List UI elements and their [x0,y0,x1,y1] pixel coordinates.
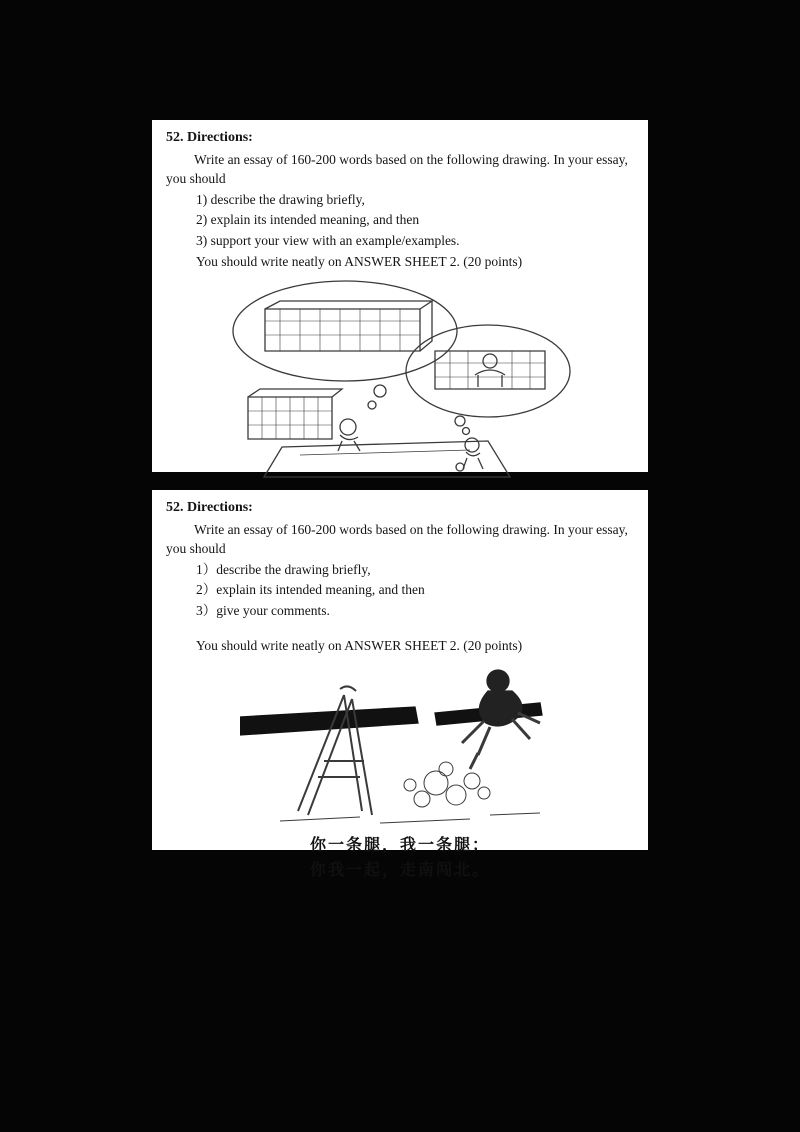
directions-item: 1）describe the drawing briefly, [196,562,371,578]
directions-item-list [166,560,634,619]
directions-intro: Write an essay of 160-200 words based on the following drawing. In your essay, you should [166,521,628,557]
directions-item: 3）give your comments. [196,602,330,618]
football-dream-drawing [166,279,634,484]
directions-item: 2）explain its intended meaning, and then [196,582,425,598]
crutches-leap-drawing [166,665,634,833]
directions-heading: 52. Directions: [166,130,253,145]
football-dream-drawing-svg [220,279,580,484]
directions-item: 3) support your view with an example/examples. [196,232,460,248]
directions-item: 2) explain its intended meaning, and then [196,212,420,228]
chinese-caption-line-1: 你一条腿，我一条腿； [309,836,490,854]
crutches-leap-drawing-svg [240,665,560,833]
chinese-caption-line-2: 你我一起，走南闯北。 [309,861,490,879]
directions-intro: Write an essay of 160-200 words based on the following drawing. In your essay, you should [166,151,628,187]
answer-sheet-note: You should write neatly on ANSWER SHEET 2. (20 points) [196,253,523,269]
answer-sheet-note: You should write neatly on ANSWER SHEET 2. (20 points) [196,637,523,653]
directions-item: 1) describe the drawing briefly, [196,192,365,208]
directions-heading: 52. Directions: [166,500,253,515]
exam-directions-panel-1 [152,120,648,472]
exam-directions-panel-2 [152,490,648,879]
directions-item-list [166,190,634,249]
